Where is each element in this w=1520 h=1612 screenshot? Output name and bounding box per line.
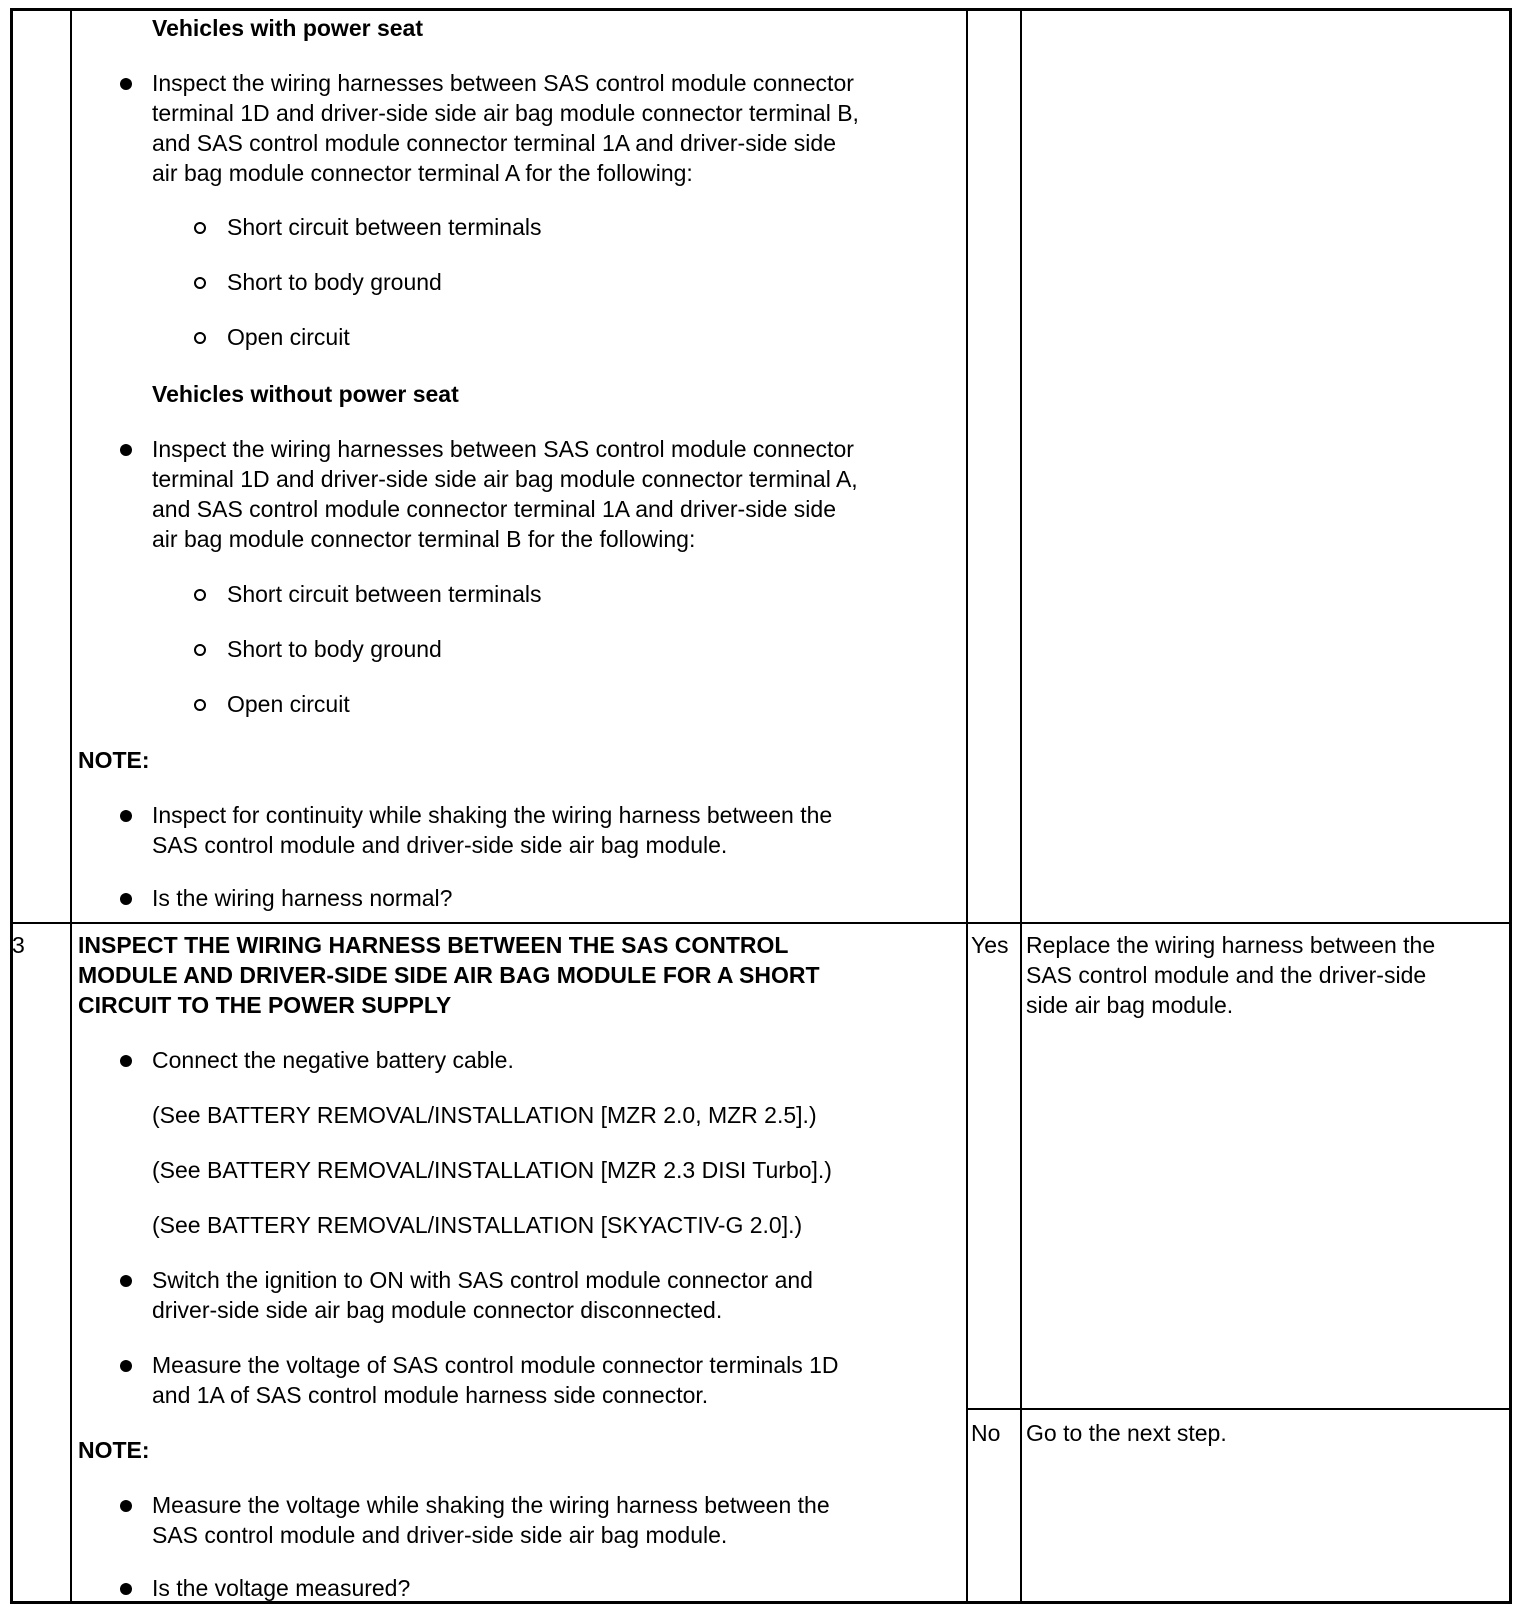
note-line: SAS control module and driver-side side air bag module. bbox=[152, 1522, 728, 1548]
instruction-line: Switch the ignition to ON with SAS control module connector and bbox=[152, 1267, 813, 1293]
yes-action-line: SAS control module and the driver-side bbox=[1026, 962, 1427, 988]
table-border-right bbox=[1509, 8, 1512, 1604]
instruction-line: air bag module connector terminal A for the following: bbox=[152, 160, 693, 186]
question: Is the wiring harness normal? bbox=[152, 885, 453, 911]
sub-item: Short to body ground bbox=[227, 636, 442, 662]
instruction-line: and SAS control module connector terminal 1A and driver-side side bbox=[152, 130, 836, 156]
instruction-line: terminal 1D and driver-side side air bag module connector terminal A, bbox=[152, 466, 858, 492]
bullet-icon bbox=[120, 1055, 132, 1067]
table-border-top bbox=[10, 8, 1512, 11]
instruction-line: Inspect the wiring harnesses between SAS control module connector bbox=[152, 436, 854, 462]
sub-bullet-icon bbox=[194, 222, 206, 234]
instruction-line: air bag module connector terminal B for the following: bbox=[152, 526, 696, 552]
sub-item: Open circuit bbox=[227, 324, 350, 350]
bullet-icon bbox=[120, 1500, 132, 1512]
instruction-line: Measure the voltage of SAS control module connector terminals 1D bbox=[152, 1352, 839, 1378]
heading-vehicles-without-power-seat: Vehicles without power seat bbox=[152, 381, 459, 407]
bullet-icon bbox=[120, 893, 132, 905]
step-title-line: INSPECT THE WIRING HARNESS BETWEEN THE SAS CONTROL bbox=[78, 932, 789, 958]
column-divider-step bbox=[70, 8, 72, 1604]
bullet-icon bbox=[120, 810, 132, 822]
sub-bullet-icon bbox=[194, 699, 206, 711]
note-label: NOTE: bbox=[78, 747, 150, 773]
bullet-icon bbox=[120, 1275, 132, 1287]
sub-item: Short to body ground bbox=[227, 269, 442, 295]
step-title-line: CIRCUIT TO THE POWER SUPPLY bbox=[78, 992, 452, 1018]
column-divider-result bbox=[966, 8, 968, 1604]
note-line: Measure the voltage while shaking the wiring harness between the bbox=[152, 1492, 830, 1518]
reference-link[interactable]: (See BATTERY REMOVAL/INSTALLATION [MZR 2.3 DISI Turbo].) bbox=[152, 1157, 832, 1183]
bullet-icon bbox=[120, 444, 132, 456]
yes-action-line: side air bag module. bbox=[1026, 992, 1234, 1018]
question: Is the voltage measured? bbox=[152, 1575, 411, 1601]
sub-bullet-icon bbox=[194, 644, 206, 656]
sub-bullet-icon bbox=[194, 277, 206, 289]
row-divider bbox=[10, 922, 1512, 924]
heading-vehicles-with-power-seat: Vehicles with power seat bbox=[152, 15, 423, 41]
note-line: Inspect for continuity while shaking the wiring harness between the bbox=[152, 802, 833, 828]
instruction-line: terminal 1D and driver-side side air bag module connector terminal B, bbox=[152, 100, 859, 126]
column-divider-action bbox=[1020, 8, 1022, 1604]
instruction-line: Connect the negative battery cable. bbox=[152, 1047, 514, 1073]
note-label: NOTE: bbox=[78, 1437, 150, 1463]
bullet-icon bbox=[120, 78, 132, 90]
instruction-line: driver-side side air bag module connector disconnected. bbox=[152, 1297, 723, 1323]
note-line: SAS control module and driver-side side air bag module. bbox=[152, 832, 728, 858]
sub-bullet-icon bbox=[194, 589, 206, 601]
table-border-left bbox=[10, 8, 13, 1604]
sub-item: Short circuit between terminals bbox=[227, 214, 542, 240]
instruction-line: and 1A of SAS control module harness side connector. bbox=[152, 1382, 709, 1408]
yes-no-divider bbox=[966, 1408, 1512, 1410]
sub-item: Short circuit between terminals bbox=[227, 581, 542, 607]
step-title-line: MODULE AND DRIVER-SIDE SIDE AIR BAG MODULE FOR A SHORT bbox=[78, 962, 820, 988]
reference-link[interactable]: (See BATTERY REMOVAL/INSTALLATION [SKYACTIV-G 2.0].) bbox=[152, 1212, 803, 1238]
yes-label: Yes bbox=[971, 932, 1009, 958]
step-number: 3 bbox=[12, 932, 25, 958]
yes-action-line: Replace the wiring harness between the bbox=[1026, 932, 1436, 958]
no-action[interactable]: Go to the next step. bbox=[1026, 1420, 1227, 1446]
bullet-icon bbox=[120, 1583, 132, 1595]
no-label: No bbox=[971, 1420, 1001, 1446]
instruction-line: and SAS control module connector terminal 1A and driver-side side bbox=[152, 496, 836, 522]
sub-item: Open circuit bbox=[227, 691, 350, 717]
instruction-line: Inspect the wiring harnesses between SAS control module connector bbox=[152, 70, 854, 96]
bullet-icon bbox=[120, 1360, 132, 1372]
sub-bullet-icon bbox=[194, 332, 206, 344]
reference-link[interactable]: (See BATTERY REMOVAL/INSTALLATION [MZR 2.0, MZR 2.5].) bbox=[152, 1102, 817, 1128]
